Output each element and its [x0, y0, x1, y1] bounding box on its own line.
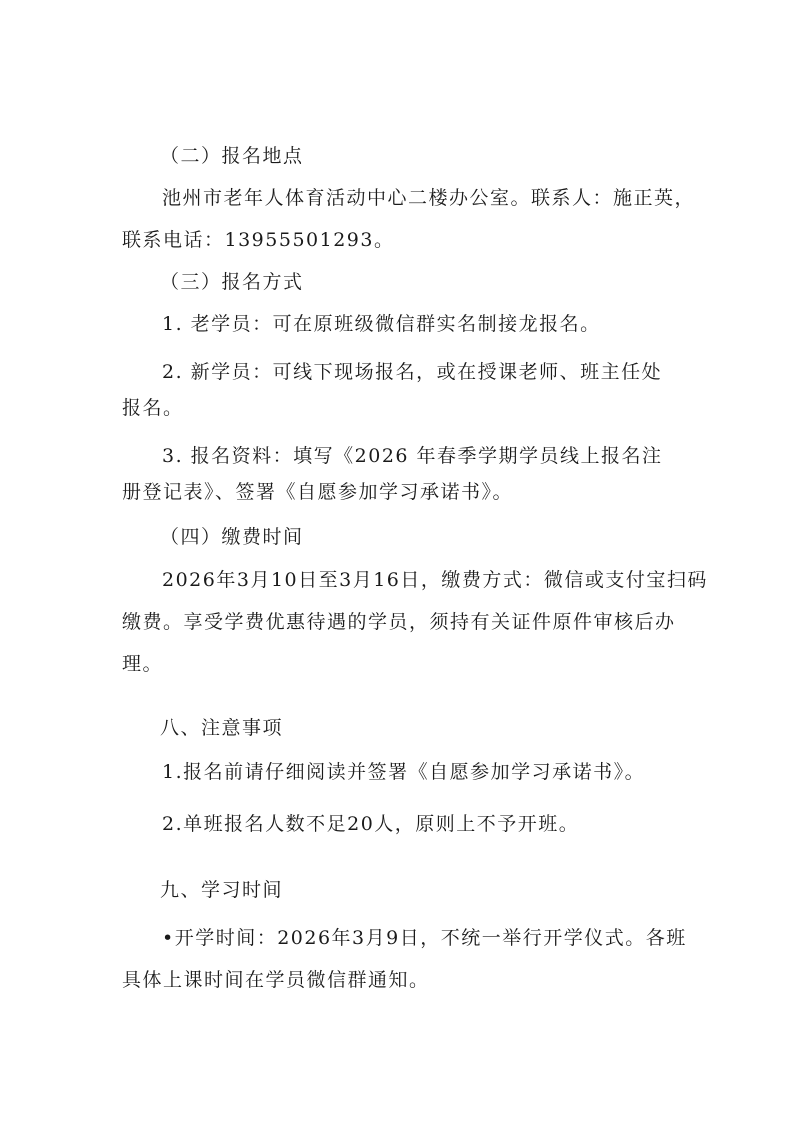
- heading-payment-time: （四）缴费时间: [160, 526, 304, 548]
- heading-notes: 八、注意事项: [160, 717, 284, 739]
- notes-item-1: 1.报名前请仔细阅读并签署《自愿参加学习承诺书》。: [162, 761, 646, 783]
- heading-registration-method: （三）报名方式: [160, 271, 304, 293]
- method-item-3-line-2: 册登记表》、签署《自愿参加学习承诺书》。: [122, 481, 514, 503]
- payment-text-line-1: 2026年3月10日至3月16日，缴费方式：微信或支付宝扫码: [162, 569, 708, 591]
- location-text-line-1: 池州市老年人体育活动中心二楼办公室。联系人：施正英，: [162, 187, 696, 209]
- study-time-line-1: •开学时间：2026年3月9日，不统一举行开学仪式。各班: [162, 927, 687, 949]
- study-time-line-2: 具体上课时间在学员微信群通知。: [122, 969, 430, 991]
- notes-item-2: 2.单班报名人数不足20人，原则上不予开班。: [162, 813, 580, 835]
- method-item-2-line-2: 报名。: [122, 397, 184, 419]
- payment-text-line-3: 理。: [122, 653, 164, 675]
- heading-study-time: 九、学习时间: [160, 879, 284, 901]
- payment-text-line-2: 缴费。享受学费优惠待遇的学员，须持有关证件原件审核后办: [122, 611, 676, 633]
- location-text-line-2: 联系电话：13955501293。: [122, 229, 395, 251]
- method-item-1: 1. 老学员：可在原班级微信群实名制接龙报名。: [162, 313, 601, 335]
- method-item-2-line-1: 2. 新学员：可线下现场报名，或在授课老师、班主任处: [162, 361, 663, 383]
- heading-registration-location: （二）报名地点: [160, 145, 304, 167]
- method-item-3-line-1: 3. 报名资料：填写《2026 年春季学期学员线上报名注: [162, 445, 663, 467]
